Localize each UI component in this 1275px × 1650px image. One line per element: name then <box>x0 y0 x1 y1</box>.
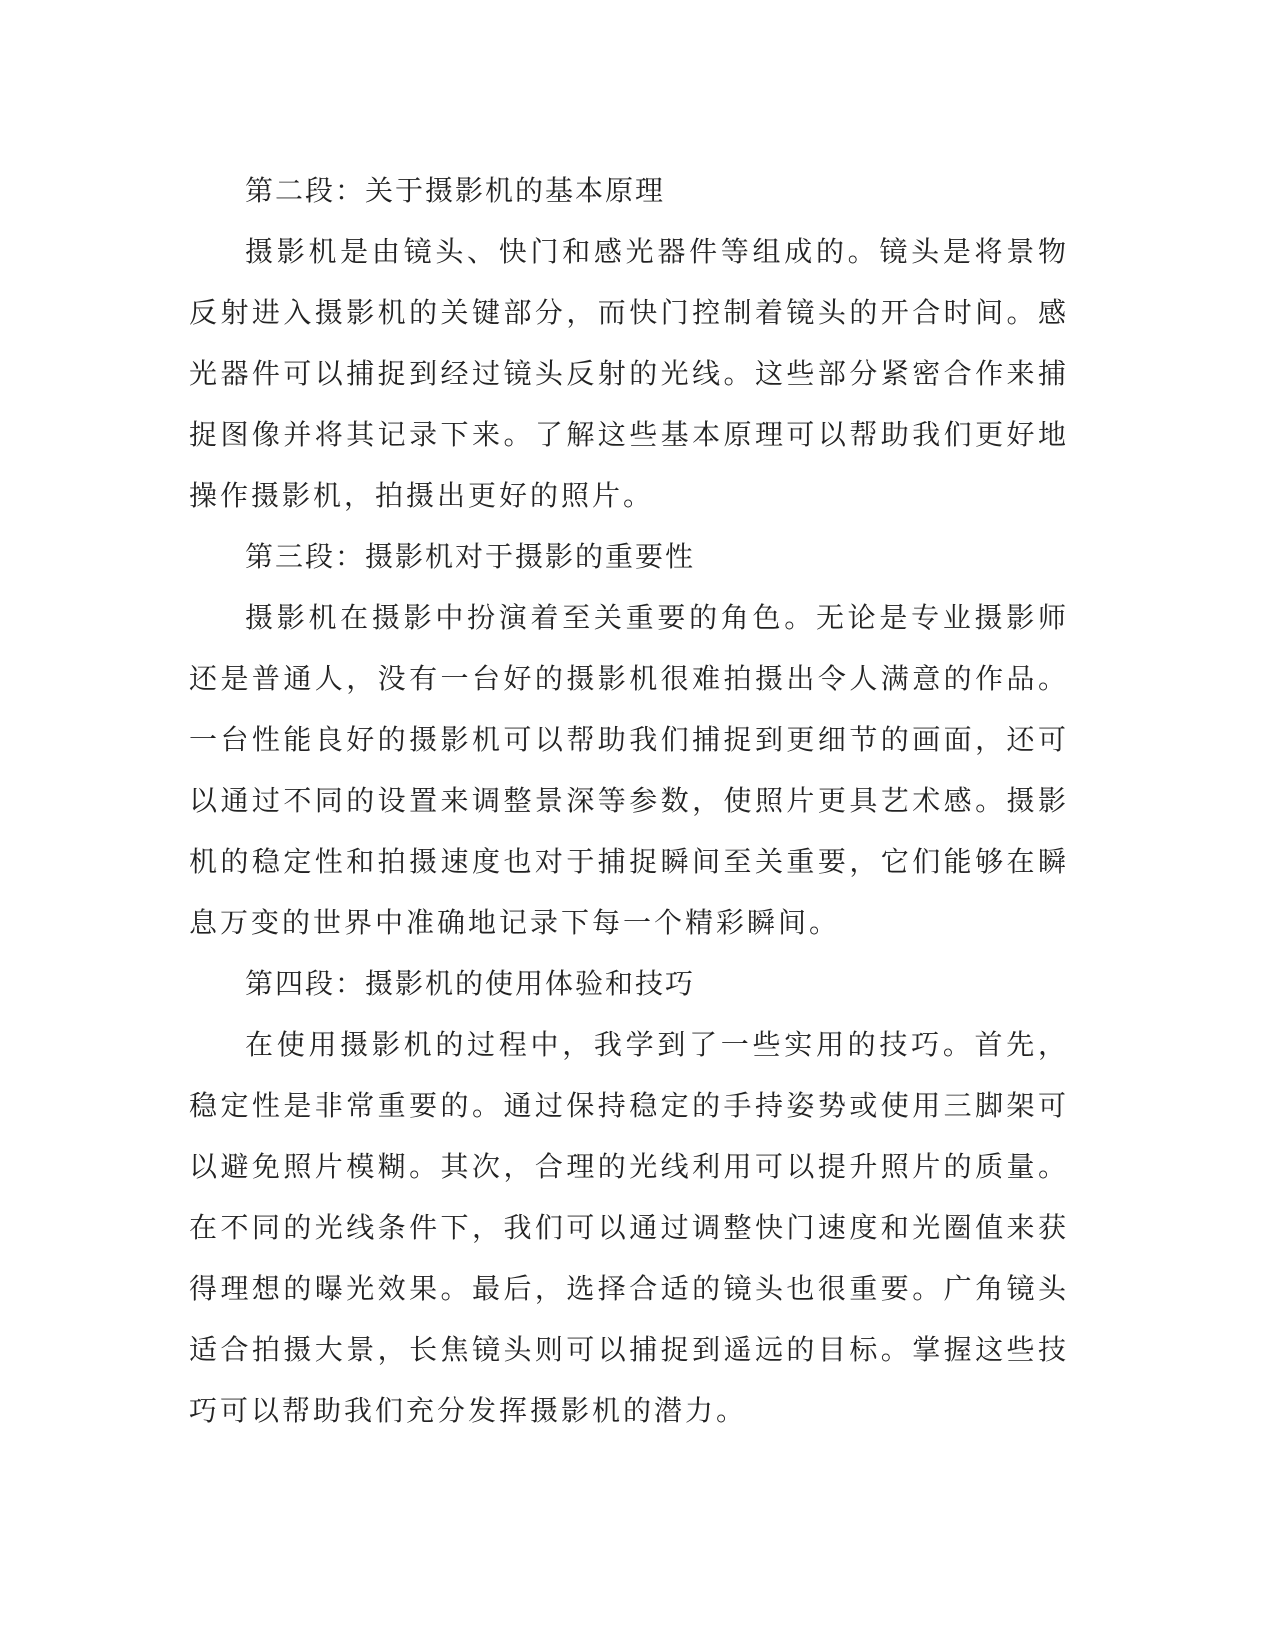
section-heading-2: 第二段：关于摄影机的基本原理 <box>245 174 666 207</box>
document-body <box>189 160 1069 1441</box>
section-heading-3: 第三段：摄影机对于摄影的重要性 <box>245 540 696 573</box>
section-paragraph-3: 摄影机在摄影中扮演着至关重要的角色。无论是专业摄影师还是普通人，没有一台好的摄影机很难拍摄出令人满意的作品。一台性能良好的摄影机可以帮助我们捕捉到更细节的画面，还可以通过不同的设置来调整景深等参数，使照片更具艺术感。摄影机的稳定性和拍摄速度也对于捕捉瞬间至关重要，它们能够在瞬息万变的世界中准确地记录下每一个精彩瞬间。 <box>189 601 1069 939</box>
section-paragraph-2: 摄影机是由镜头、快门和感光器件等组成的。镜头是将景物反射进入摄影机的关键部分，而快门控制着镜头的开合时间。感光器件可以捕捉到经过镜头反射的光线。这些部分紧密合作来捕捉图像并将其记录下来。了解这些基本原理可以帮助我们更好地操作摄影机，拍摄出更好的照片。 <box>189 235 1069 512</box>
section-heading-4: 第四段：摄影机的使用体验和技巧 <box>245 967 696 1000</box>
section-paragraph-4: 在使用摄影机的过程中，我学到了一些实用的技巧。首先，稳定性是非常重要的。通过保持稳定的手持姿势或使用三脚架可以避免照片模糊。其次，合理的光线利用可以提升照片的质量。在不同的光线条件下，我们可以通过调整快门速度和光圈值来获得理想的曝光效果。最后，选择合适的镜头也很重要。广角镜头适合拍摄大景，长焦镜头则可以捕捉到遥远的目标。掌握这些技巧可以帮助我们充分发挥摄影机的潜力。 <box>189 1028 1069 1427</box>
